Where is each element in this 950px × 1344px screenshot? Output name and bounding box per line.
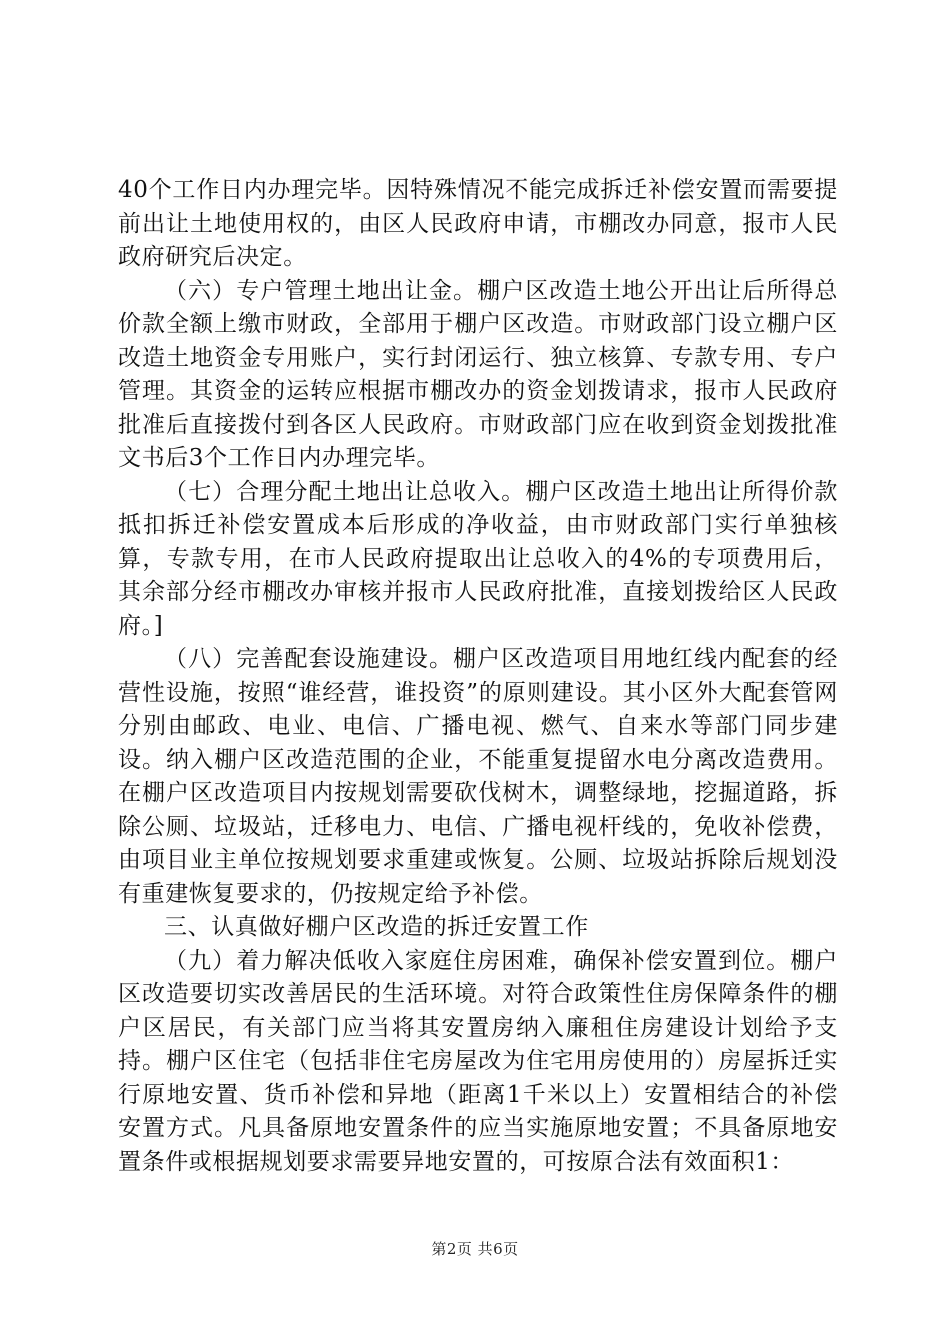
page-number-footer: 第2页 共6页 bbox=[431, 1240, 519, 1258]
paragraph-3: （七）合理分配土地出让总收入。棚户区改造土地出让所得价款抵扣拆迁补偿安置成本后形成的净收益，由市财政部门实行单独核算，专款专用，在市人民政府提取出让总收入的4%的专项费用后，其余部分经市棚改办审核并报市人民政府批准，直接划拨给区人民政府。] bbox=[118, 478, 838, 639]
section-heading: 三、认真做好棚户区改造的拆迁安置工作 bbox=[164, 914, 589, 940]
paragraph-6: （九）着力解决低收入家庭住房困难，确保补偿安置到位。棚户区改造要切实改善居民的生活环境。对符合政策性住房保障条件的棚户区居民，有关部门应当将其安置房纳入廉租住房建设计划给予支持。棚户区住宅（包括非住宅房屋改为住宅用房使用的）房屋拆迁实行原地安置、货币补偿和异地（距离1千米以上）安置相结合的补偿安置方式。凡具备原地安置条件的应当实施原地安置；不具备原地安置条件或根据规划要求需要异地安置的，可按原合法有效面积1： bbox=[118, 947, 838, 1175]
paragraph-2: （六）专户管理土地出让金。棚户区改造土地公开出让后所得总价款全额上缴市财政，全部用于棚户区改造。市财政部门设立棚户区改造土地资金专用账户，实行封闭运行、独立核算、专款专用、专户管理。其资金的运转应根据市棚改办的资金划拨请求，报市人民政府批准后直接拨付到各区人民政府。市财政部门应在收到资金划拨批准文书后3个工作日内办理完毕。 bbox=[118, 277, 838, 471]
document-body bbox=[118, 174, 838, 1179]
paragraph-4: （八）完善配套设施建设。棚户区改造项目用地红线内配套的经营性设施，按照“谁经营，谁投资”的原则建设。其小区外大配套管网分别由邮政、电业、电信、广播电视、燃气、自来水等部门同步建设。纳入棚户区改造范围的企业，不能重复提留水电分离改造费用。在棚户区改造项目内按规划需要砍伐树木，调整绿地，挖掘道路，拆除公厕、垃圾站，迁移电力、电信、广播电视杆线的，免收补偿费，由项目业主单位按规划要求重建或恢复。公厕、垃圾站拆除后规划没有重建恢复要求的，仍按规定给予补偿。 bbox=[118, 646, 838, 907]
paragraph-1: 40个工作日内办理完毕。因特殊情况不能完成拆迁补偿安置而需要提前出让土地使用权的，由区人民政府申请，市棚改办同意，报市人民政府研究后决定。 bbox=[118, 177, 838, 270]
